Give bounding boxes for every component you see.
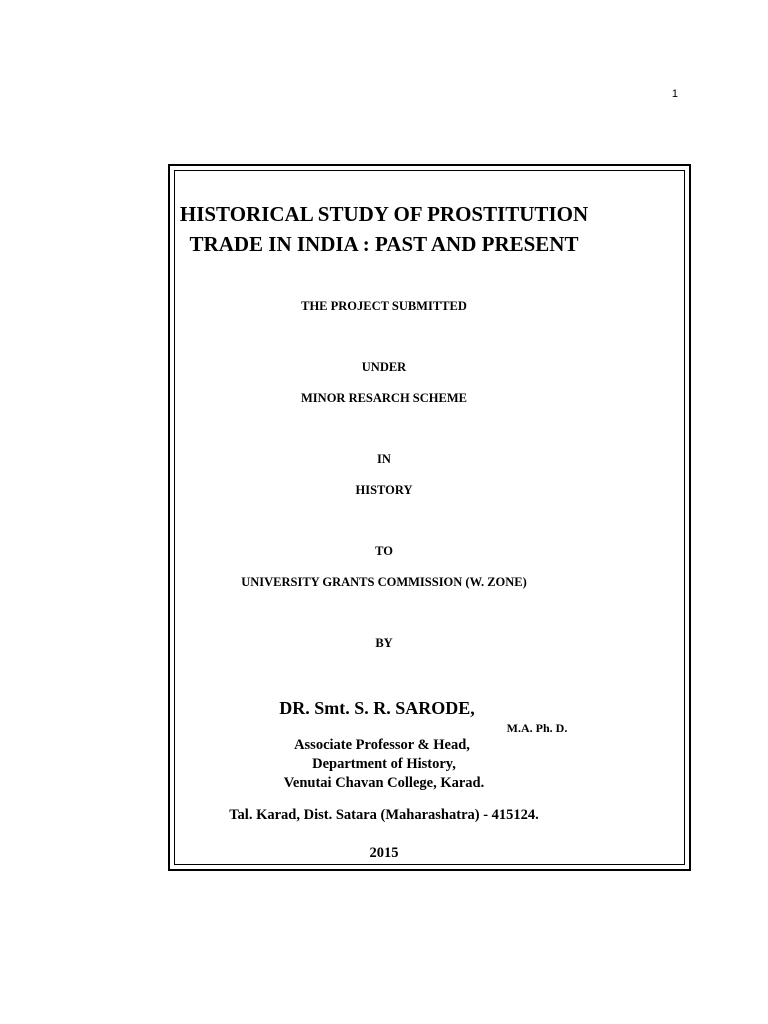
scheme-line: MINOR RESARCH SCHEME <box>301 391 467 405</box>
author-position: Associate Professor & Head, <box>294 737 470 753</box>
document-title-line-2: TRADE IN INDIA : PAST AND PRESENT <box>189 232 579 256</box>
year-line: 2015 <box>369 845 399 861</box>
address-line: Tal. Karad, Dist. Satara (Maharashatra) - 415124. <box>229 807 539 823</box>
in-line: IN <box>377 452 391 466</box>
author-college: Venutai Chavan College, Karad. <box>283 775 485 791</box>
submitted-line: THE PROJECT SUBMITTED <box>301 299 467 313</box>
under-line: UNDER <box>361 360 407 374</box>
subject-line: HISTORY <box>355 483 413 497</box>
author-department: Department of History, <box>312 756 456 772</box>
page-number: 1 <box>671 88 678 100</box>
author-name: DR. Smt. S. R. SARODE, <box>279 698 475 718</box>
commission-line: UNIVERSITY GRANTS COMMISSION (W. ZONE) <box>241 575 527 589</box>
to-line: TO <box>375 544 393 558</box>
document-title-line-1: HISTORICAL STUDY OF PROSTITUTION <box>179 202 589 226</box>
author-degrees: M.A. Ph. D. <box>506 721 568 735</box>
by-line: BY <box>375 636 393 650</box>
